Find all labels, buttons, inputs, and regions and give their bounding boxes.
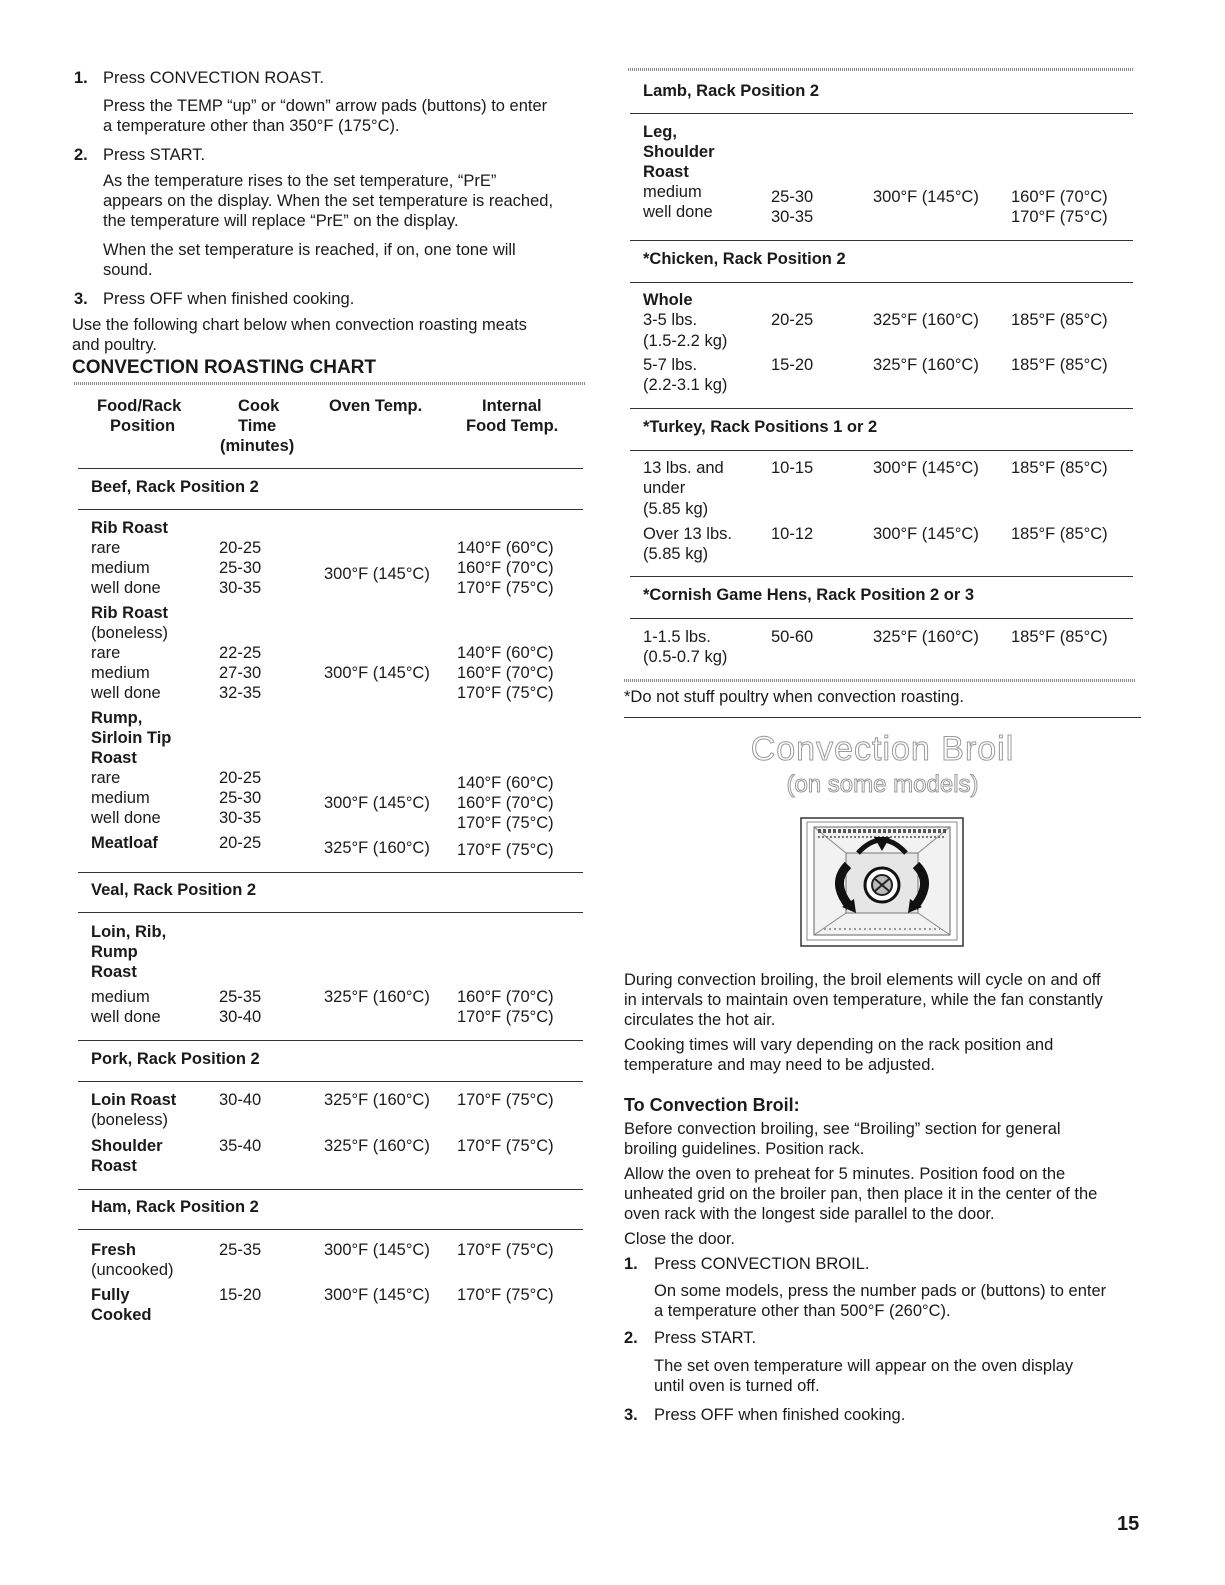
paragraph: temperature and may need to be adjusted.	[624, 1056, 935, 1074]
doneness: well done	[91, 809, 161, 827]
dotted-rule	[628, 68, 1133, 71]
divider	[78, 468, 583, 469]
food-name: Leg,	[643, 123, 677, 141]
divider	[630, 450, 1133, 451]
internal-temp: 185°F (85°C)	[1011, 459, 1108, 477]
section-title-convection-broil: Convection Broil	[750, 730, 1015, 768]
header-food: Food/Rack	[97, 397, 182, 415]
oven-temp: 300°F (145°C)	[324, 794, 430, 812]
step-detail: As the temperature rises to the set temperature, “PrE”	[103, 172, 497, 190]
internal-temp: 170°F (75°C)	[457, 814, 554, 832]
paragraph: During convection broiling, the broil elements will cycle on and off	[624, 971, 1101, 989]
doneness: medium	[91, 988, 150, 1006]
food-name: Shoulder	[643, 143, 715, 161]
food-name: Fully	[91, 1286, 130, 1304]
divider	[630, 240, 1133, 241]
divider	[78, 509, 583, 510]
section-title-pork: Pork, Rack Position 2	[91, 1050, 260, 1068]
cook-time: 35-40	[219, 1137, 262, 1155]
step-number: 1.	[624, 1255, 638, 1273]
internal-temp: 160°F (70°C)	[457, 664, 554, 682]
oven-temp: 300°F (145°C)	[324, 1286, 430, 1304]
doneness: medium	[91, 664, 150, 682]
food-name: Rib Roast	[91, 519, 169, 537]
step-text: Press CONVECTION ROAST.	[103, 69, 324, 87]
cook-time: 30-40	[219, 1091, 262, 1109]
divider	[630, 408, 1133, 409]
section-title-turkey: *Turkey, Rack Positions 1 or 2	[643, 418, 878, 436]
header-internal: Food Temp.	[466, 417, 559, 435]
divider	[78, 1229, 583, 1230]
divider	[78, 872, 583, 873]
internal-temp: 160°F (70°C)	[457, 794, 554, 812]
section-title-chicken: *Chicken, Rack Position 2	[643, 250, 846, 268]
header-oven: Oven Temp.	[329, 397, 423, 415]
paragraph: and poultry.	[72, 336, 157, 354]
step-number: 3.	[624, 1406, 638, 1424]
internal-temp: 185°F (85°C)	[1011, 628, 1108, 646]
step-detail: a temperature other than 500°F (260°C).	[654, 1302, 951, 1320]
paragraph: in intervals to maintain oven temperature, while the fan constantly	[624, 991, 1103, 1009]
internal-temp: 170°F (75°C)	[457, 841, 554, 859]
divider	[630, 113, 1133, 114]
step-detail: Press the TEMP “up” or “down” arrow pads (buttons) to enter	[103, 97, 548, 115]
internal-temp: 140°F (60°C)	[457, 774, 554, 792]
food-name: Roast	[91, 749, 137, 767]
step-number: 3.	[74, 290, 88, 308]
weight: under	[643, 479, 686, 497]
doneness: well done	[91, 684, 161, 702]
weight: (5.85 kg)	[643, 545, 709, 563]
internal-temp: 170°F (75°C)	[457, 1137, 554, 1155]
cook-time: 32-35	[219, 684, 262, 702]
food-name: Roast	[91, 1157, 137, 1175]
divider	[78, 1189, 583, 1190]
doneness: well done	[91, 1008, 161, 1026]
internal-temp: 170°F (75°C)	[1011, 208, 1108, 226]
cook-time: 50-60	[771, 628, 814, 646]
food-name: Fresh	[91, 1241, 136, 1259]
step-detail: When the set temperature is reached, if on, one tone will	[103, 241, 516, 259]
cook-time: 30-40	[219, 1008, 262, 1026]
weight: 3-5 lbs.	[643, 311, 698, 329]
food-name: Rump	[91, 943, 138, 961]
cook-time: 20-25	[219, 769, 262, 787]
food-name: Roast	[643, 163, 689, 181]
food-name: Rump,	[91, 709, 143, 727]
step-text: Press CONVECTION BROIL.	[654, 1255, 870, 1273]
section-title-veal: Veal, Rack Position 2	[91, 881, 257, 899]
oven-temp: 300°F (145°C)	[873, 188, 979, 206]
oven-temp: 325°F (160°C)	[873, 311, 979, 329]
food-note: (uncooked)	[91, 1261, 174, 1279]
divider	[630, 618, 1133, 619]
food-name: Loin Roast	[91, 1091, 177, 1109]
weight: 13 lbs. and	[643, 459, 724, 477]
weight: 5-7 lbs.	[643, 356, 698, 374]
footnote: *Do not stuff poultry when convection roasting.	[624, 688, 964, 706]
step-detail: sound.	[103, 261, 153, 279]
oven-temp: 325°F (160°C)	[873, 356, 979, 374]
cook-time: 25-30	[219, 789, 262, 807]
doneness: well done	[91, 579, 161, 597]
chart-title: CONVECTION ROASTING CHART	[72, 357, 376, 378]
oven-fan-illustration	[800, 817, 964, 947]
step-detail: appears on the display. When the set temperature is reached,	[103, 192, 554, 210]
cook-time: 27-30	[219, 664, 262, 682]
oven-temp: 300°F (145°C)	[324, 565, 430, 583]
step-detail: the temperature will replace “PrE” on the display.	[103, 212, 459, 230]
doneness: well done	[643, 203, 713, 221]
internal-temp: 140°F (60°C)	[457, 644, 554, 662]
step-detail: On some models, press the number pads or (buttons) to enter	[654, 1282, 1107, 1300]
internal-temp: 170°F (75°C)	[457, 1241, 554, 1259]
internal-temp: 170°F (75°C)	[457, 1286, 554, 1304]
subheading: To Convection Broil:	[624, 1095, 800, 1115]
food-name: Loin, Rib,	[91, 923, 167, 941]
food-name: Sirloin Tip	[91, 729, 172, 747]
internal-temp: 140°F (60°C)	[457, 539, 554, 557]
cook-time: 25-30	[771, 188, 814, 206]
food-note: (boneless)	[91, 1111, 169, 1129]
weight: (5.85 kg)	[643, 500, 709, 518]
section-subtitle: (on some models)	[786, 771, 979, 798]
divider	[78, 912, 583, 913]
divider	[78, 1040, 583, 1041]
convection-fan-icon	[800, 817, 964, 947]
cook-time: 30-35	[219, 579, 262, 597]
divider	[624, 717, 1141, 718]
weight: (2.2-3.1 kg)	[643, 376, 728, 394]
divider	[630, 282, 1133, 283]
cook-time: 10-15	[771, 459, 814, 477]
internal-temp: 185°F (85°C)	[1011, 525, 1108, 543]
cook-time: 25-35	[219, 1241, 262, 1259]
oven-temp: 325°F (160°C)	[324, 1091, 430, 1109]
cook-time: 30-35	[771, 208, 814, 226]
food-name: Rib Roast	[91, 604, 169, 622]
step-text: Press START.	[103, 146, 206, 164]
doneness: medium	[91, 789, 150, 807]
internal-temp: 170°F (75°C)	[457, 684, 554, 702]
oven-temp: 300°F (145°C)	[324, 664, 430, 682]
internal-temp: 160°F (70°C)	[1011, 188, 1108, 206]
internal-temp: 160°F (70°C)	[457, 988, 554, 1006]
header-food: Position	[110, 417, 176, 435]
oven-temp: 325°F (160°C)	[873, 628, 979, 646]
header-cook: (minutes)	[220, 437, 295, 455]
oven-temp: 300°F (145°C)	[873, 459, 979, 477]
dotted-rule	[74, 382, 586, 385]
step-text: Press OFF when finished cooking.	[103, 290, 355, 308]
paragraph: Use the following chart below when convection roasting meats	[72, 316, 527, 334]
oven-temp: 300°F (145°C)	[873, 525, 979, 543]
cook-time: 20-25	[219, 539, 262, 557]
paragraph: broiling guidelines. Position rack.	[624, 1140, 865, 1158]
paragraph: Cooking times will vary depending on the rack position and	[624, 1036, 1054, 1054]
cook-time: 30-35	[219, 809, 262, 827]
step-text: Press OFF when finished cooking.	[654, 1406, 906, 1424]
internal-temp: 160°F (70°C)	[457, 559, 554, 577]
internal-temp: 170°F (75°C)	[457, 1091, 554, 1109]
dotted-rule	[624, 679, 1135, 682]
header-cook: Time	[238, 417, 277, 435]
food-name: Meatloaf	[91, 834, 158, 852]
header-cook: Cook	[238, 397, 280, 415]
food-name: Shoulder	[91, 1137, 163, 1155]
oven-temp: 325°F (160°C)	[324, 1137, 430, 1155]
paragraph: Before convection broiling, see “Broiling” section for general	[624, 1120, 1061, 1138]
weight: Over 13 lbs.	[643, 525, 732, 543]
doneness: medium	[91, 559, 150, 577]
food-name: Cooked	[91, 1306, 152, 1324]
header-internal: Internal	[482, 397, 542, 415]
cook-time: 22-25	[219, 644, 262, 662]
step-detail: until oven is turned off.	[654, 1377, 820, 1395]
step-detail: The set oven temperature will appear on the oven display	[654, 1357, 1074, 1375]
cook-time: 10-12	[771, 525, 814, 543]
section-title-ham: Ham, Rack Position 2	[91, 1198, 259, 1216]
doneness: rare	[91, 769, 121, 787]
section-title-lamb: Lamb, Rack Position 2	[643, 82, 820, 100]
step-number: 2.	[74, 146, 88, 164]
paragraph: Allow the oven to preheat for 5 minutes. Position food on the	[624, 1165, 1066, 1183]
weight: (1.5-2.2 kg)	[643, 332, 728, 350]
cook-time: 25-30	[219, 559, 262, 577]
weight: 1-1.5 lbs.	[643, 628, 711, 646]
food-name: Roast	[91, 963, 137, 981]
step-number: 1.	[74, 69, 88, 87]
cook-time: 15-20	[771, 356, 814, 374]
oven-temp: 300°F (145°C)	[324, 1241, 430, 1259]
step-detail: a temperature other than 350°F (175°C).	[103, 117, 400, 135]
cook-time: 15-20	[219, 1286, 262, 1304]
divider	[78, 1081, 583, 1082]
internal-temp: 185°F (85°C)	[1011, 356, 1108, 374]
paragraph: Close the door.	[624, 1230, 735, 1248]
oven-temp: 325°F (160°C)	[324, 988, 430, 1006]
section-title-beef: Beef, Rack Position 2	[91, 478, 259, 496]
internal-temp: 170°F (75°C)	[457, 1008, 554, 1026]
paragraph: circulates the hot air.	[624, 1011, 776, 1029]
section-title-hens: *Cornish Game Hens, Rack Position 2 or 3	[643, 586, 975, 604]
paragraph: unheated grid on the broiler pan, then place it in the center of the	[624, 1185, 1098, 1203]
weight: (0.5-0.7 kg)	[643, 648, 728, 666]
internal-temp: 170°F (75°C)	[457, 579, 554, 597]
step-text: Press START.	[654, 1329, 757, 1347]
food-name: Whole	[643, 291, 693, 309]
doneness: medium	[643, 183, 702, 201]
cook-time: 20-25	[219, 834, 262, 852]
food-note: (boneless)	[91, 624, 169, 642]
cook-time: 25-35	[219, 988, 262, 1006]
doneness: rare	[91, 539, 121, 557]
cook-time: 20-25	[771, 311, 814, 329]
internal-temp: 185°F (85°C)	[1011, 311, 1108, 329]
step-number: 2.	[624, 1329, 638, 1347]
divider	[630, 576, 1133, 577]
doneness: rare	[91, 644, 121, 662]
oven-temp: 325°F (160°C)	[324, 839, 430, 857]
page-number: 15	[1117, 1513, 1140, 1535]
paragraph: oven rack with the longest side parallel to the door.	[624, 1205, 995, 1223]
